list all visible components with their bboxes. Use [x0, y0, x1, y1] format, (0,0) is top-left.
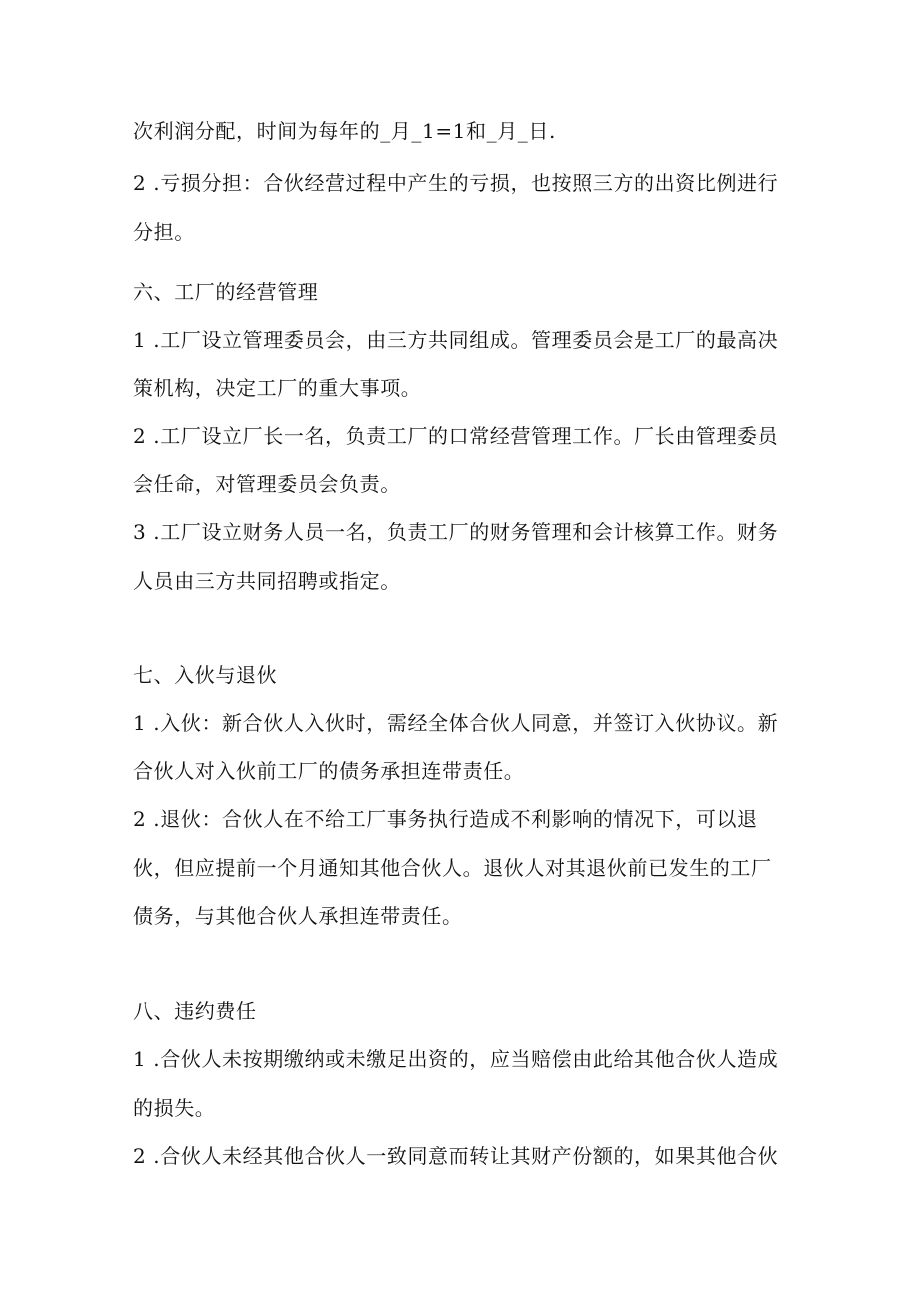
text-line: 1 .入伙：新合伙人入伙时，需经全体合伙人同意，并签订入伙协议。新 [133, 711, 779, 735]
text-line: 的损失。 [133, 1096, 216, 1120]
text-line: 1 .工厂设立管理委员会，由三方共同组成。管理委员会是工厂的最高决 [133, 328, 779, 352]
text-line: 合伙人对入伙前工厂的债务承担连带责任。 [133, 759, 525, 783]
text-line: 1 .合伙人未按期缴纳或未缴足出资的，应当赔偿由此给其他合伙人造成 [133, 1047, 779, 1071]
text-line: 次利润分配，时间为每年的_月_1=1和_月_日. [133, 119, 556, 143]
section-heading: 八、违约费任 [133, 999, 257, 1023]
section-heading: 六、工厂的经营管理 [133, 280, 319, 304]
section-heading: 七、入伙与退伙 [133, 663, 278, 687]
text-line: 2 .合伙人未经其他合伙人一致同意而转让其财产份额的，如果其他合伙 [133, 1144, 779, 1168]
text-line: 2 .工厂设立厂长一名，负责工厂的口常经营管理工作。厂长由管理委员 [133, 424, 779, 448]
text-line: 2 .退伙：合伙人在不给工厂事务执行造成不利影响的情况下，可以退 [133, 807, 758, 831]
text-line: 债务，与其他合伙人承担连带责任。 [133, 904, 463, 928]
text-line: 3 .工厂设立财务人员一名，负责工厂的财务管理和会计核算工作。财务 [133, 520, 779, 544]
text-line: 策机构，决定工厂的重大事项。 [133, 376, 422, 400]
text-line: 会任命，对管理委员会负责。 [133, 472, 401, 496]
text-line: 分担。 [133, 220, 195, 244]
text-line: 2 .亏损分担：合伙经营过程中产生的亏损，也按照三方的出资比例进行 [133, 171, 779, 195]
text-line: 伙，但应提前一个月通知其他合伙人。退伙人对其退伙前已发生的工厂 [133, 856, 772, 880]
text-line: 人员由三方共同招聘或指定。 [133, 569, 401, 593]
